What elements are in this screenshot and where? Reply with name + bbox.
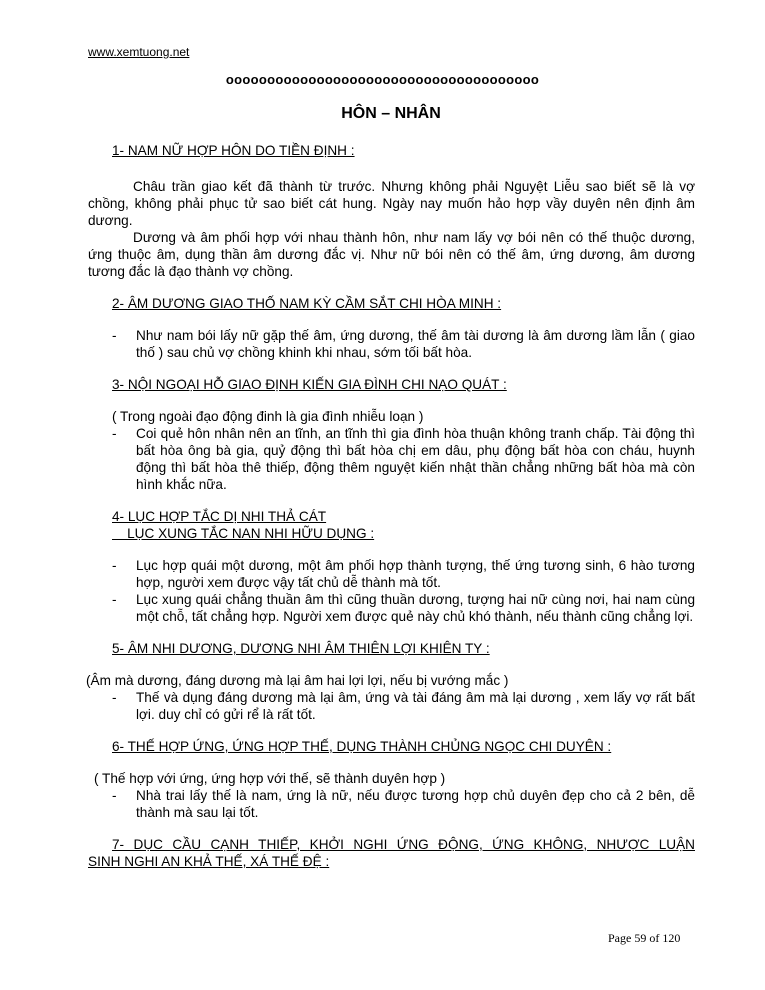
section-4-bullet-2 xyxy=(112,591,695,625)
site-url[interactable]: www.xemtuong.net xyxy=(88,45,190,59)
bullet-dash: - xyxy=(112,690,117,705)
section-3-bullet-1 xyxy=(112,425,695,493)
section-4-heading-line-2: LỤC XUNG TẮC NAN NHI HỮU DỤNG : xyxy=(112,526,375,541)
section-1-paragraph-1: Châu trần giao kết đã thành từ trước. Nhưng không phải Nguyệt Liễu sao biết sẽ là vợ chồng, không phải phục tử sao biết cát hung. Ngày nay muốn hảo hợp vầy duyên nên định âm dương. xyxy=(88,179,695,228)
bullet-dash: - xyxy=(112,558,117,573)
ornament-divider: oooooooooooooooooooooooooooooooooooooo xyxy=(225,72,540,87)
bullet-dash: - xyxy=(112,592,117,607)
bullet-dash: - xyxy=(112,788,117,803)
section-6-note: ( Thế hợp với ứng, ứng hợp với thế, sẽ thành duyên hợp ) xyxy=(94,771,446,786)
bullet-text: Coi quẻ hôn nhân nên an tĩnh, an tĩnh thì gia đình hòa thuận không tranh chấp. Tài động thì bất hòa ông bà gia, quỷ động thì bất hòa chị em dâu, phụ động bất hòa con cháu, huynh động thì bất hòa thê thiếp, động thêm nguyệt kiến nhật thần chẳng những bất hòa mà còn hình khắc nữa. xyxy=(136,426,695,492)
page-number: Page 59 of 120 xyxy=(608,931,681,945)
bullet-text: Nhà trai lấy thế là nam, ứng là nữ, nếu được tương hợp chủ duyên đẹp cho cả 2 bên, dễ thành mà sau lại tốt. xyxy=(136,788,695,820)
section-2-heading: 2- ÂM DƯƠNG GIAO THỐ NAM KỲ CẦM SẮT CHI HÒA MINH : xyxy=(112,296,502,311)
section-7-heading-line-2: SINH NGHI AN KHẢ THẾ, XÁ THẾ ĐỆ : xyxy=(88,854,330,869)
page-title: HÔN – NHÂN xyxy=(341,105,441,122)
bullet-text: Lục hợp quái một dương, một âm phối hợp thành tượng, thế ứng tương sinh, 6 hào tương hợp, người xem được vậy tất chủ dễ thành mà tốt. xyxy=(136,558,695,590)
bullet-text: Lục xung quái chẳng thuần âm thì cũng thuần dương, tượng hai nữ cùng nơi, hai nam cùng một chỗ, tất chẳng hợp. Người xem được quẻ này chủ khó thành, nếu thành cũng chẳng lợi. xyxy=(136,592,695,624)
bullet-text: Như nam bói lấy nữ gặp thế âm, ứng dương, thế âm tài dương là âm dương lầm lẫn ( giao thố ) sau chủ vợ chồng khinh khi nhau, sớm tối bất hòa. xyxy=(136,328,695,360)
section-2-bullet-1 xyxy=(112,327,695,361)
section-4-bullet-1 xyxy=(112,557,695,591)
section-5-note: (Âm mà dương, đáng dương mà lại âm hai lợi lợi, nếu bị vướng mắc ) xyxy=(86,673,509,688)
section-3-note: ( Trong ngoài đạo động đinh là gia đình nhiễu loạn ) xyxy=(112,409,424,424)
bullet-dash: - xyxy=(112,328,117,343)
section-3-heading: 3- NỘI NGOẠI HỖ GIAO ĐỊNH KIẾN GIA ĐÌNH CHI NẠO QUÁT : xyxy=(112,377,507,392)
section-4-heading-line-1: 4- LỤC HỢP TẮC DỊ NHI THẢ CÁT xyxy=(112,509,327,524)
bullet-dash: - xyxy=(112,426,117,441)
section-7-heading-line-1: 7- DỤC CẦU CẠNH THIẾP, KHỞI NGHI ỨNG ĐỘNG, ỨNG KHÔNG, NHƯỢC LUẬN xyxy=(112,837,695,852)
section-5-bullet-1 xyxy=(112,689,695,723)
section-6-heading: 6- THẾ HỢP ỨNG, ỨNG HỢP THẾ, DỤNG THÀNH CHỦNG NGỌC CHI DUYÊN : xyxy=(112,739,612,754)
document-body xyxy=(88,142,695,870)
section-1-heading: 1- NAM NỮ HỢP HÔN DO TIỀN ĐỊNH : xyxy=(112,143,355,158)
bullet-text: Thế và dụng đáng dương mà lại âm, ứng và tài đáng âm mà lại dương , xem lấy vợ rất bất lợi. duy chỉ có gửi rể là rất tốt. xyxy=(136,690,695,722)
section-6-bullet-1 xyxy=(112,787,695,821)
section-5-heading: 5- ÂM NHI DƯƠNG, DƯƠNG NHI ÂM THIÊN LỢI KHIÊN TY : xyxy=(112,641,490,656)
section-1-paragraph-2: Dương và âm phối hợp với nhau thành hôn, như nam lấy vợ bói nên có thế thuộc dương, ứng thuộc âm, dụng thần âm dương đắc vị. Như nữ bói nên có thế âm, ứng dương, âm dương tương đắc là đạo thành vợ chồng. xyxy=(88,230,695,279)
